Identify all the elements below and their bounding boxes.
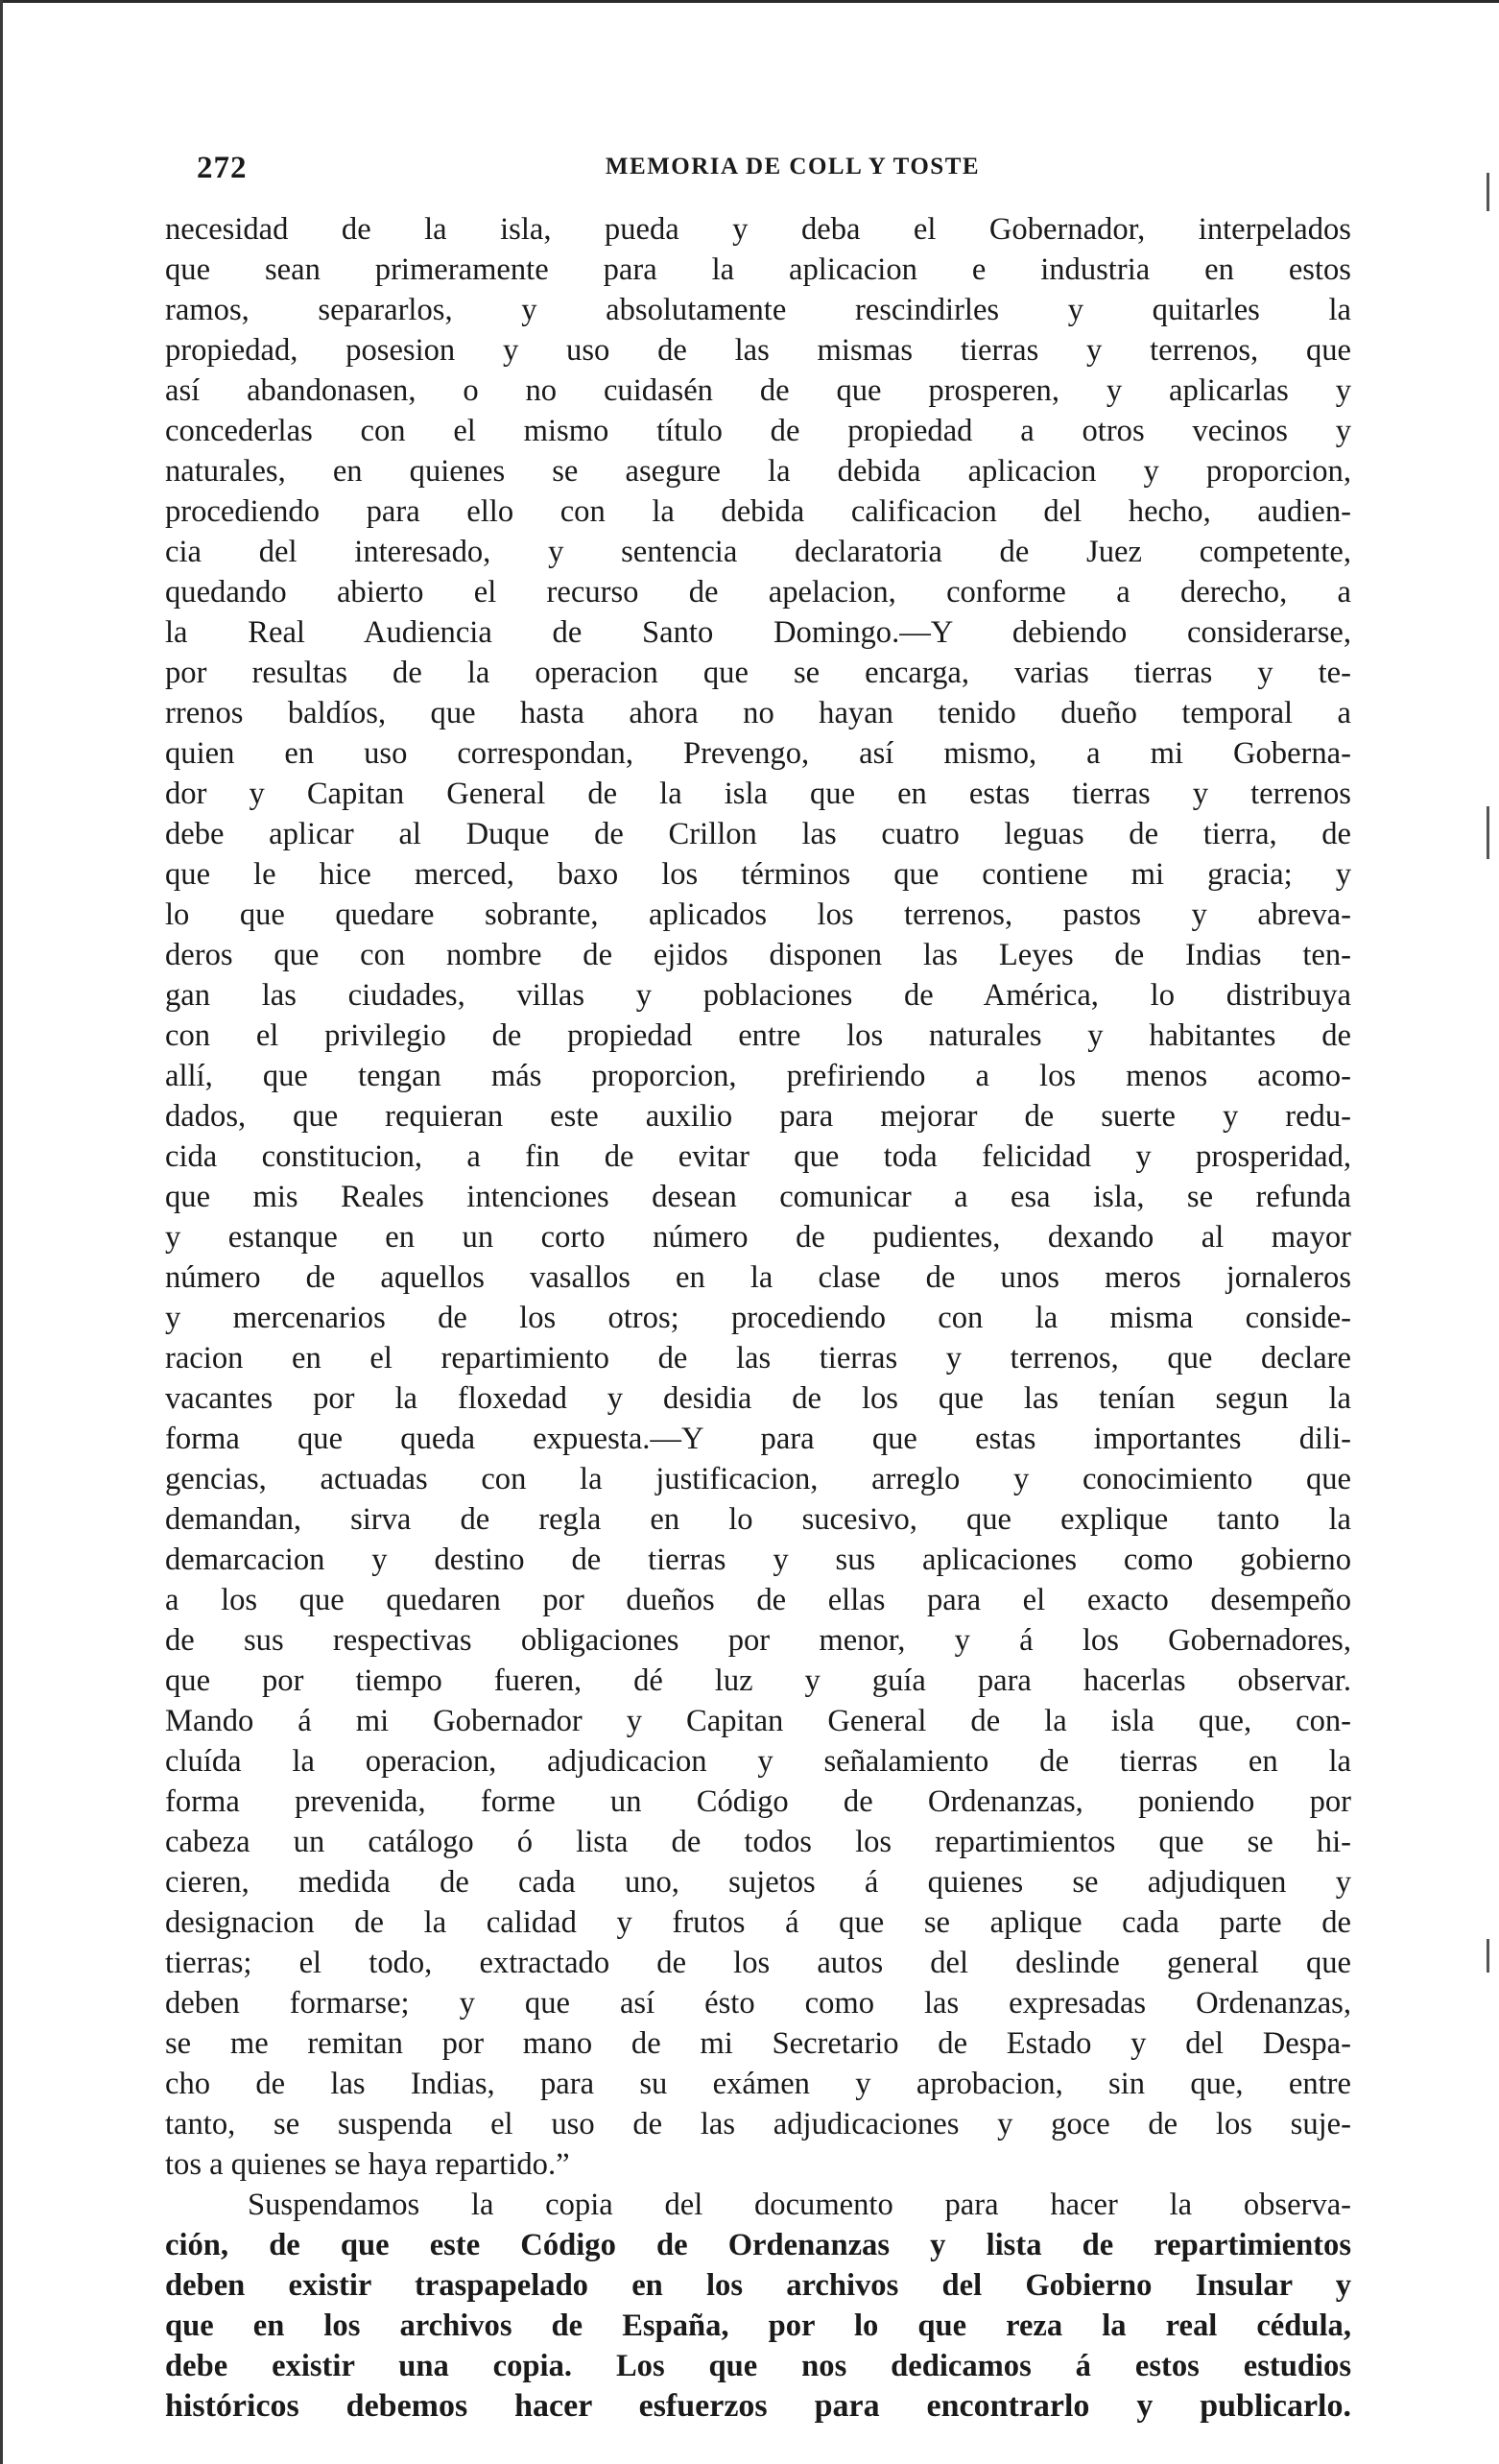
text-line: tanto, se suspenda el uso de las adjudicaciones y goce de los suje- xyxy=(165,2107,1351,2141)
left-page-edge xyxy=(0,0,3,2464)
text-line: cia del interesado, y sentencia declaratoria de Juez competente, xyxy=(165,535,1351,569)
text-line: que por tiempo fueren, dé luz y guía para hacerlas observar. xyxy=(165,1663,1351,1698)
text-line: propiedad, posesion y uso de las mismas tierras y terrenos, que xyxy=(165,333,1351,368)
text-line: procediendo para ello con la debida calificacion del hecho, audien- xyxy=(165,494,1351,529)
text-line: así abandonasen, o no cuidasén de que prosperen, y aplicarlas y xyxy=(165,373,1351,408)
body-text xyxy=(165,209,1351,2427)
text-line: que sean primeramente para la aplicacion e industria en estos xyxy=(165,252,1351,287)
text-line: cieren, medida de cada uno, sujetos á quienes se adjudiquen y xyxy=(165,1865,1351,1900)
text-line: número de aquellos vasallos en la clase de unos meros jornaleros xyxy=(165,1260,1351,1295)
text-line: dor y Capitan General de la isla que en estas tierras y terrenos xyxy=(165,777,1351,811)
right-margin-mark xyxy=(1487,806,1489,859)
text-line: cida constitucion, a fin de evitar que toda felicidad y prosperidad, xyxy=(165,1139,1351,1174)
text-line: se me remitan por mano de mi Secretario de Estado y del Despa- xyxy=(165,2026,1351,2061)
text-line: ción, de que este Código de Ordenanzas y lista de repartimientos xyxy=(165,2228,1351,2262)
text-line: vacantes por la floxedad y desidia de los que las tenían segun la xyxy=(165,1381,1351,1416)
text-line: la Real Audiencia de Santo Domingo.—Y debiendo considerarse, xyxy=(165,615,1351,650)
text-line: deros que con nombre de ejidos disponen las Leyes de Indias ten- xyxy=(165,938,1351,972)
text-line: dados, que requieran este auxilio para mejorar de suerte y redu- xyxy=(165,1099,1351,1134)
text-line: históricos debemos hacer esfuerzos para encontrarlo y publicarlo. xyxy=(165,2388,1351,2424)
text-line: concederlas con el mismo título de propiedad a otros vecinos y xyxy=(165,414,1351,448)
text-line: a los que quedaren por dueños de ellas para el exacto desempeño xyxy=(165,1583,1351,1617)
text-line: naturales, en quienes se asegure la debida aplicacion y proporcion, xyxy=(165,454,1351,489)
running-head: MEMORIA DE COLL Y TOSTE xyxy=(605,154,981,179)
text-line: que le hice merced, baxo los términos que contiene mi gracia; y xyxy=(165,857,1351,892)
text-line: Mando á mi Gobernador y Capitan General de la isla que, con- xyxy=(165,1704,1351,1738)
text-line: quien en uso correspondan, Prevengo, así mismo, a mi Goberna- xyxy=(165,736,1351,771)
text-line: cho de las Indias, para su exámen y aprobacion, sin que, entre xyxy=(165,2067,1351,2101)
text-line: tos a quienes se haya repartido.” xyxy=(165,2147,570,2182)
text-line: debe existir una copia. Los que nos dedicamos á estos estudios xyxy=(165,2349,1351,2383)
text-line: forma que queda expuesta.—Y para que estas importantes dili- xyxy=(165,1422,1351,1456)
text-line: debe aplicar al Duque de Crillon las cuatro leguas de tierra, de xyxy=(165,817,1351,851)
text-line: demarcacion y destino de tierras y sus aplicaciones como gobierno xyxy=(165,1543,1351,1577)
top-border xyxy=(0,0,1499,3)
text-line: y mercenarios de los otros; procediendo con la misma conside- xyxy=(165,1301,1351,1335)
text-line: allí, que tengan más proporcion, prefiriendo a los menos acomo- xyxy=(165,1059,1351,1093)
text-line: con el privilegio de propiedad entre los naturales y habitantes de xyxy=(165,1018,1351,1053)
text-line: quedando abierto el recurso de apelacion, conforme a derecho, a xyxy=(165,575,1351,610)
text-line: forma prevenida, forme un Código de Ordenanzas, poniendo por xyxy=(165,1784,1351,1819)
text-line: por resultas de la operacion que se encarga, varias tierras y te- xyxy=(165,656,1351,690)
right-margin-mark xyxy=(1487,173,1489,211)
text-line: ramos, separarlos, y absolutamente rescindirles y quitarles la xyxy=(165,293,1351,327)
text-line: que en los archivos de España, por lo que reza la real cédula, xyxy=(165,2309,1351,2343)
page-header xyxy=(197,151,1360,189)
text-line: deben formarse; y que así ésto como las expresadas Ordenanzas, xyxy=(165,1986,1351,2021)
text-line: cabeza un catálogo ó lista de todos los repartimientos que se hi- xyxy=(165,1825,1351,1859)
text-line: designacion de la calidad y frutos á que se aplique cada parte de xyxy=(165,1905,1351,1940)
text-line: tierras; el todo, extractado de los autos del deslinde general que xyxy=(165,1946,1351,1980)
text-line: rrenos baldíos, que hasta ahora no hayan tenido dueño temporal a xyxy=(165,696,1351,730)
text-line: cluída la operacion, adjudicacion y señalamiento de tierras en la xyxy=(165,1744,1351,1779)
text-line: demandan, sirva de regla en lo sucesivo, que explique tanto la xyxy=(165,1502,1351,1537)
text-line: gencias, actuadas con la justificacion, arreglo y conocimiento que xyxy=(165,1462,1351,1496)
text-line: deben existir traspapelado en los archivos del Gobierno Insular y xyxy=(165,2268,1351,2303)
text-line: gan las ciudades, villas y poblaciones de América, lo distribuya xyxy=(165,978,1351,1013)
text-line: Suspendamos la copia del documento para hacer la observa- xyxy=(248,2188,1351,2222)
text-line: que mis Reales intenciones desean comunicar a esa isla, se refunda xyxy=(165,1180,1351,1214)
page-number: 272 xyxy=(197,151,248,185)
text-line: necesidad de la isla, pueda y deba el Gobernador, interpelados xyxy=(165,212,1351,247)
right-margin-mark xyxy=(1487,1939,1489,1973)
text-line: lo que quedare sobrante, aplicados los terrenos, pastos y abreva- xyxy=(165,897,1351,932)
text-line: y estanque en un corto número de pudientes, dexando al mayor xyxy=(165,1220,1351,1255)
text-line: racion en el repartimiento de las tierras y terrenos, que declare xyxy=(165,1341,1351,1376)
text-line: de sus respectivas obligaciones por menor, y á los Gobernadores, xyxy=(165,1623,1351,1658)
